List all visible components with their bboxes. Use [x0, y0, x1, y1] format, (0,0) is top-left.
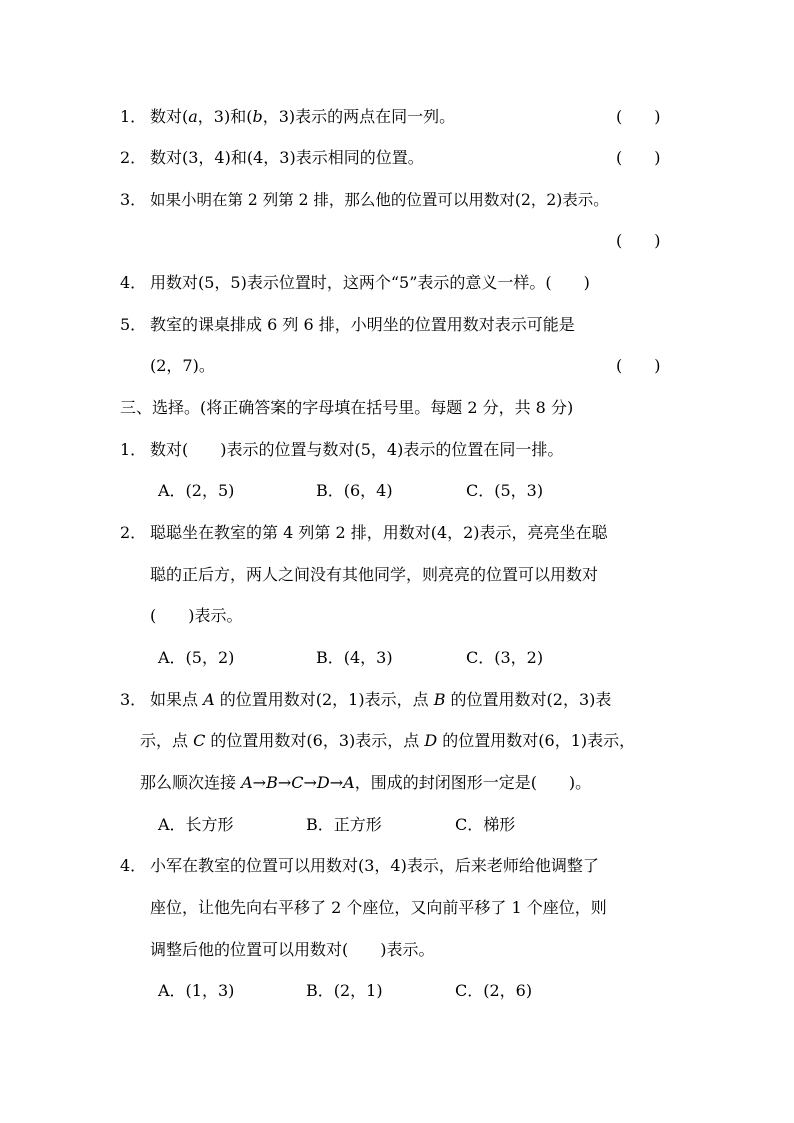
option-b[interactable]: B．(4，3) [316, 648, 393, 667]
answer-bracket[interactable]: ( ) [616, 148, 661, 167]
question-text-continued: (2，7)。 [150, 356, 215, 375]
judge-q1 [0, 97, 794, 137]
choice-q2-line2 [0, 555, 794, 595]
arrow-icon: → [303, 773, 317, 792]
variable-b: b [252, 107, 263, 126]
arrow-icon: → [329, 773, 344, 792]
variable-a: a [188, 107, 198, 126]
choice-q4-line2 [0, 888, 794, 928]
question-text-continued[interactable]: ( )表示。 [150, 606, 243, 625]
point-d: D [424, 731, 438, 750]
question-text: 聪聪坐在教室的第 4 列第 2 排，用数对(4，2)表示，亮亮坐在聪 [150, 523, 608, 542]
question-text-continued[interactable]: 调整后他的位置可以用数对( )表示。 [150, 940, 435, 959]
question-number: 2． [120, 523, 147, 542]
question-text: 小军在教室的位置可以用数对(3，4)表示，后来老师给他调整了 [150, 856, 599, 875]
arrow-icon: → [252, 773, 267, 792]
question-number: 3． [120, 190, 147, 209]
answer-bracket[interactable]: ( ) [616, 107, 661, 126]
question-number: 1． [120, 107, 147, 126]
judge-q5 [0, 305, 794, 345]
option-c[interactable]: C．(2，6) [455, 981, 533, 1000]
option-b[interactable]: B．(6，4) [316, 481, 393, 500]
option-a[interactable]: A．(1，3) [158, 981, 235, 1000]
question-text: 数对(a，3)和(b，3)表示的两点在同一列。 [150, 107, 456, 126]
option-b[interactable]: B．正方形 [306, 815, 382, 834]
arrow-icon: → [277, 773, 292, 792]
choice-q4-line3 [0, 930, 794, 970]
question-number: 5． [120, 315, 147, 334]
choice-q3-line3 [0, 763, 794, 803]
answer-bracket[interactable]: ( ) [616, 356, 661, 375]
choice-q1 [0, 430, 794, 470]
question-number: 1． [120, 440, 147, 459]
option-a[interactable]: A．(2，5) [158, 481, 235, 500]
choice-q1-options [0, 471, 794, 511]
question-text[interactable]: 数对( )表示的位置与数对(5，4)表示的位置在同一排。 [150, 440, 564, 459]
choice-q2 [0, 513, 794, 553]
judge-q2 [0, 138, 794, 178]
point-c: C [193, 731, 206, 750]
question-text[interactable]: 用数对(5，5)表示位置时，这两个“5”表示的意义一样。( ) [150, 273, 590, 292]
section-title: 三、选择。(将正确答案的字母填在括号里。每题 2 分，共 8 分) [120, 398, 574, 417]
choice-q4-options [0, 971, 794, 1011]
question-text: 如果小明在第 2 列第 2 排，那么他的位置可以用数对(2，2)表示。 [150, 191, 609, 209]
question-text: 教室的课桌排成 6 列 6 排，小明坐的位置用数对表示可能是 [150, 315, 575, 334]
question-text-continued: 示，点 C 的位置用数对(6，3)表示，点 D 的位置用数对(6，1)表示， [140, 731, 636, 750]
choice-q3-line2 [0, 721, 794, 761]
judge-q4 [0, 263, 794, 303]
question-text-continued[interactable]: 那么顺次连接 A→B→C→D→A，围成的封闭图形一定是( )。 [140, 773, 592, 792]
question-text: 数对(3，4)和(4，3)表示相同的位置。 [150, 148, 424, 167]
judge-q3-bracket-line [0, 221, 794, 261]
question-text-continued: 座位，让他先向右平移了 2 个座位，又向前平移了 1 个座位，则 [150, 898, 607, 917]
option-c[interactable]: C．(5，3) [466, 481, 544, 500]
question-text-continued: 聪的正后方，两人之间没有其他同学，则亮亮的位置可以用数对 [150, 565, 599, 584]
question-number: 2． [120, 148, 147, 167]
option-a[interactable]: A．长方形 [158, 815, 234, 834]
question-number: 4． [120, 856, 147, 875]
choice-q3 [0, 680, 794, 720]
judge-q5-line2 [0, 346, 794, 386]
option-c[interactable]: C．(3，2) [466, 648, 544, 667]
option-b[interactable]: B．(2，1) [306, 981, 383, 1000]
option-c[interactable]: C．梯形 [455, 815, 516, 834]
option-a[interactable]: A．(5，2) [158, 648, 235, 667]
choice-q4 [0, 846, 794, 886]
answer-bracket[interactable]: ( ) [616, 231, 661, 250]
point-a: A [203, 690, 215, 709]
choice-q2-options [0, 638, 794, 678]
question-number: 3． [120, 690, 147, 709]
question-number: 4． [120, 273, 147, 292]
choice-q3-options [0, 805, 794, 845]
choice-q2-line3 [0, 596, 794, 636]
judge-q3 [0, 180, 794, 220]
point-b: B [433, 690, 446, 709]
question-text: 如果点 A 的位置用数对(2，1)表示，点 B 的位置用数对(2，3)表 [150, 690, 612, 709]
